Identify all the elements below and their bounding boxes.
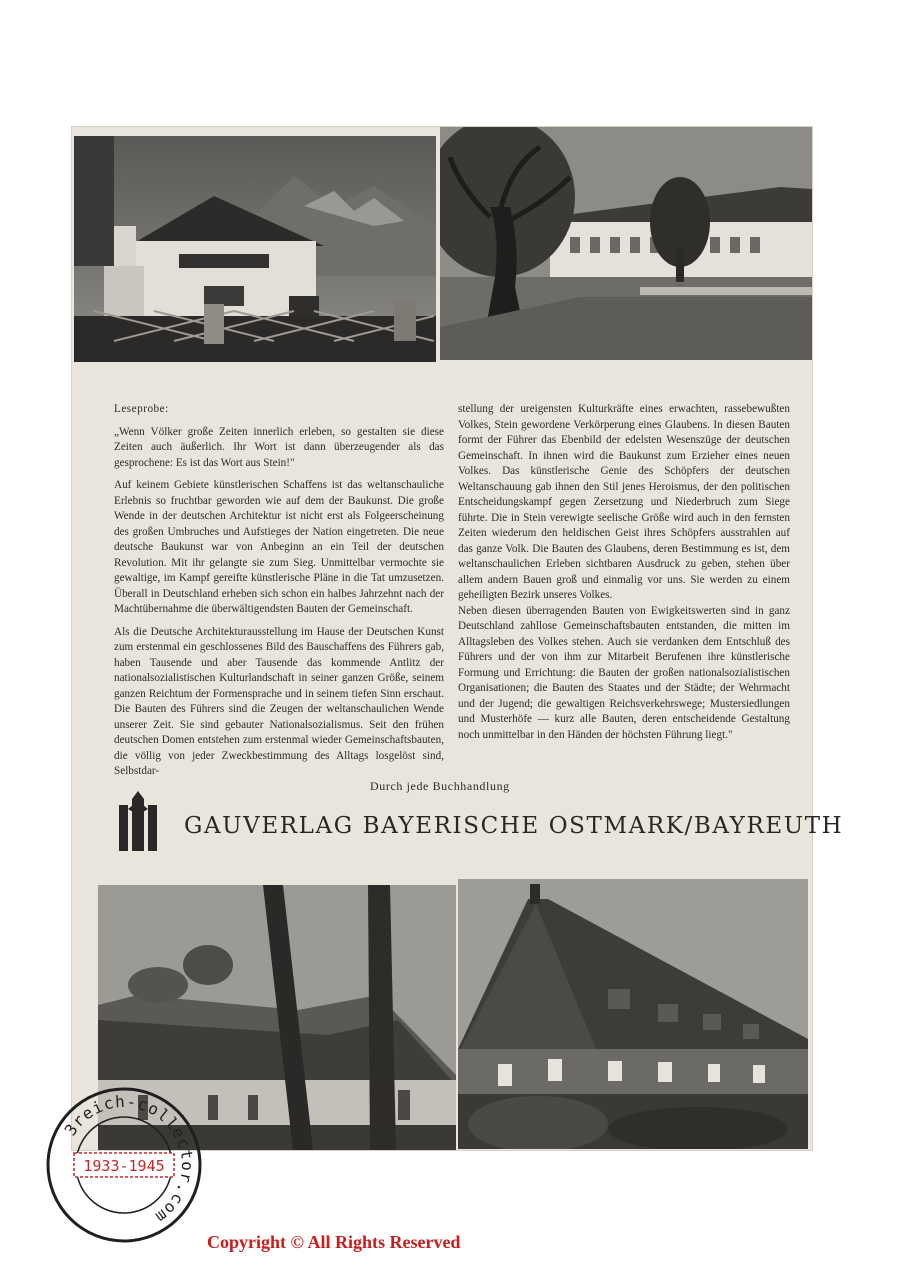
tree-and-building-photo xyxy=(440,127,812,360)
article-column-right xyxy=(458,402,790,750)
terraced-houses-photo xyxy=(458,879,808,1149)
publisher-name: GAUVERLAG BAYERISCHE OSTMARK/BAYREUTH xyxy=(184,813,844,839)
collector-stamp xyxy=(44,1085,204,1245)
paragraph: Auf keinem Gebiete künstlerischen Schaffens ist das weltanschauliche Erlebnis so fruchtbar geworden wie auf dem der Baukunst. Die große Wende in der deutschen Architektur ist nicht erst als Folgeerscheinung des großen Umbruches und Aufstieges der Nation eingetreten. Die neue deutsche Baukunst war von Anbeginn an ein Teil der deutschen Revolution. Mit ihr gelangte sie zum Sieg. Unmittelbar vermochte sie gewaltige, im Kampf gereifte künstlerische Pläne in die Tat umzusetzen. Überall in Deutschland erheben sich schon ein halbes Jahrzehnt nach der Machtübernahme die überwältigendsten Bauten der Gemeinschaft. xyxy=(114,479,444,615)
paragraph: stellung der ureigensten Kulturkräfte eines erwachten, rassebewußten Volkes, Stein gewordene Verkörperung eines Glaubens. In diesen Bauten formt der Führer das Ebenbild der edelsten Wesenszüge der deutschen Gemeinschaft. In ihnen wird die Baukunst zum Erzieher eines neuen Volkes. Das künstlerische Genie des Schöpfers der deutschen Weltanschauung gab ihnen den Stil jenes Heroismus, der den politischen Entscheidungskampf gegen Zersetzung und Niederbruch zum Siege führte. Die in Stein verewigte seelische Größe wird auch in den fernsten Zeiten wiederum den heldischen Geist ihres Schöpfers ausstrahlen auf das ganze Volk. Die Bauten des Glaubens, deren Bestimmung es ist, dem weltanschaulichen Erleben sichtbaren Ausdruck zu geben, stehen über allem andern Bauen groß und einmalig vor uns. Sie werden zu einem geheiligten Bezirk unseres Volkes. xyxy=(458,403,790,601)
paragraph: Als die Deutsche Architekturausstellung im Hause der Deutschen Kunst zum erstenmal ein geschlossenes Bild des Bauschaffens des Führers gab, haben Tausende und aber Tausende das kommende Antlitz der nationalsozialistischen Kulturlandschaft in seiner ganzen Größe, seinem ganzen Reichtum der Formensprache und in seinem tiefen Sinn erschaut. Die Bauten des Führers sind die Zeugen der weltanschaulichen Wende unserer Zeit. Sie sind gebauter Nationalsozialismus. Seit den frühen deutschen Domen entstehen zum erstenmal wieder Gemeinschaftsbauten, die völlig von jeder Zweckbestimmung des Alltags losgelöst sind, Selbstdar- xyxy=(114,625,444,777)
publisher-logo xyxy=(116,791,164,853)
stamp-years: 1933-1945 xyxy=(83,1157,165,1175)
article-column-left xyxy=(114,402,444,787)
stamp-ring-text: 3reich-collector.com xyxy=(60,1091,198,1228)
alpine-house-photo xyxy=(74,136,436,362)
availability-note: Durch jede Buchhandlung xyxy=(370,779,510,793)
excerpt-label: Leseprobe: xyxy=(114,403,169,415)
paragraph: Neben diesen überragenden Bauten von Ewigkeitswerten sind in ganz Deutschland zahllose Gemeinschaftsbauten entstanden, die mitten im Alltagsleben des Volkes stehen. Auch sie verdanken dem Entschluß des Führers und der von ihm zur Mitarbeit Berufenen ihre künstlerische Formung und Errichtung: die Bauten der großen nationalsozialistischen Organisationen; die Bauten des Staates und der Städte; der Wehrmacht und der Jugend; die gewaltigen Reichsverkehrswege; Mustersiedlungen und Musterhöfe — kurz alle Bauten, deren entscheidende Gestaltung noch unmittelbar in den Händen der höchsten Führung liegt." xyxy=(458,604,790,741)
brochure-page xyxy=(72,127,844,1150)
paragraph: „Wenn Völker große Zeiten innerlich erleben, so gestalten sie diese Zeiten auch äußerlich. Ihr Wort ist dann überzeugender als das gesprochene: Es ist das Wort aus Stein!" xyxy=(114,425,444,469)
copyright-notice: Copyright © All Rights Reserved xyxy=(207,1232,461,1252)
